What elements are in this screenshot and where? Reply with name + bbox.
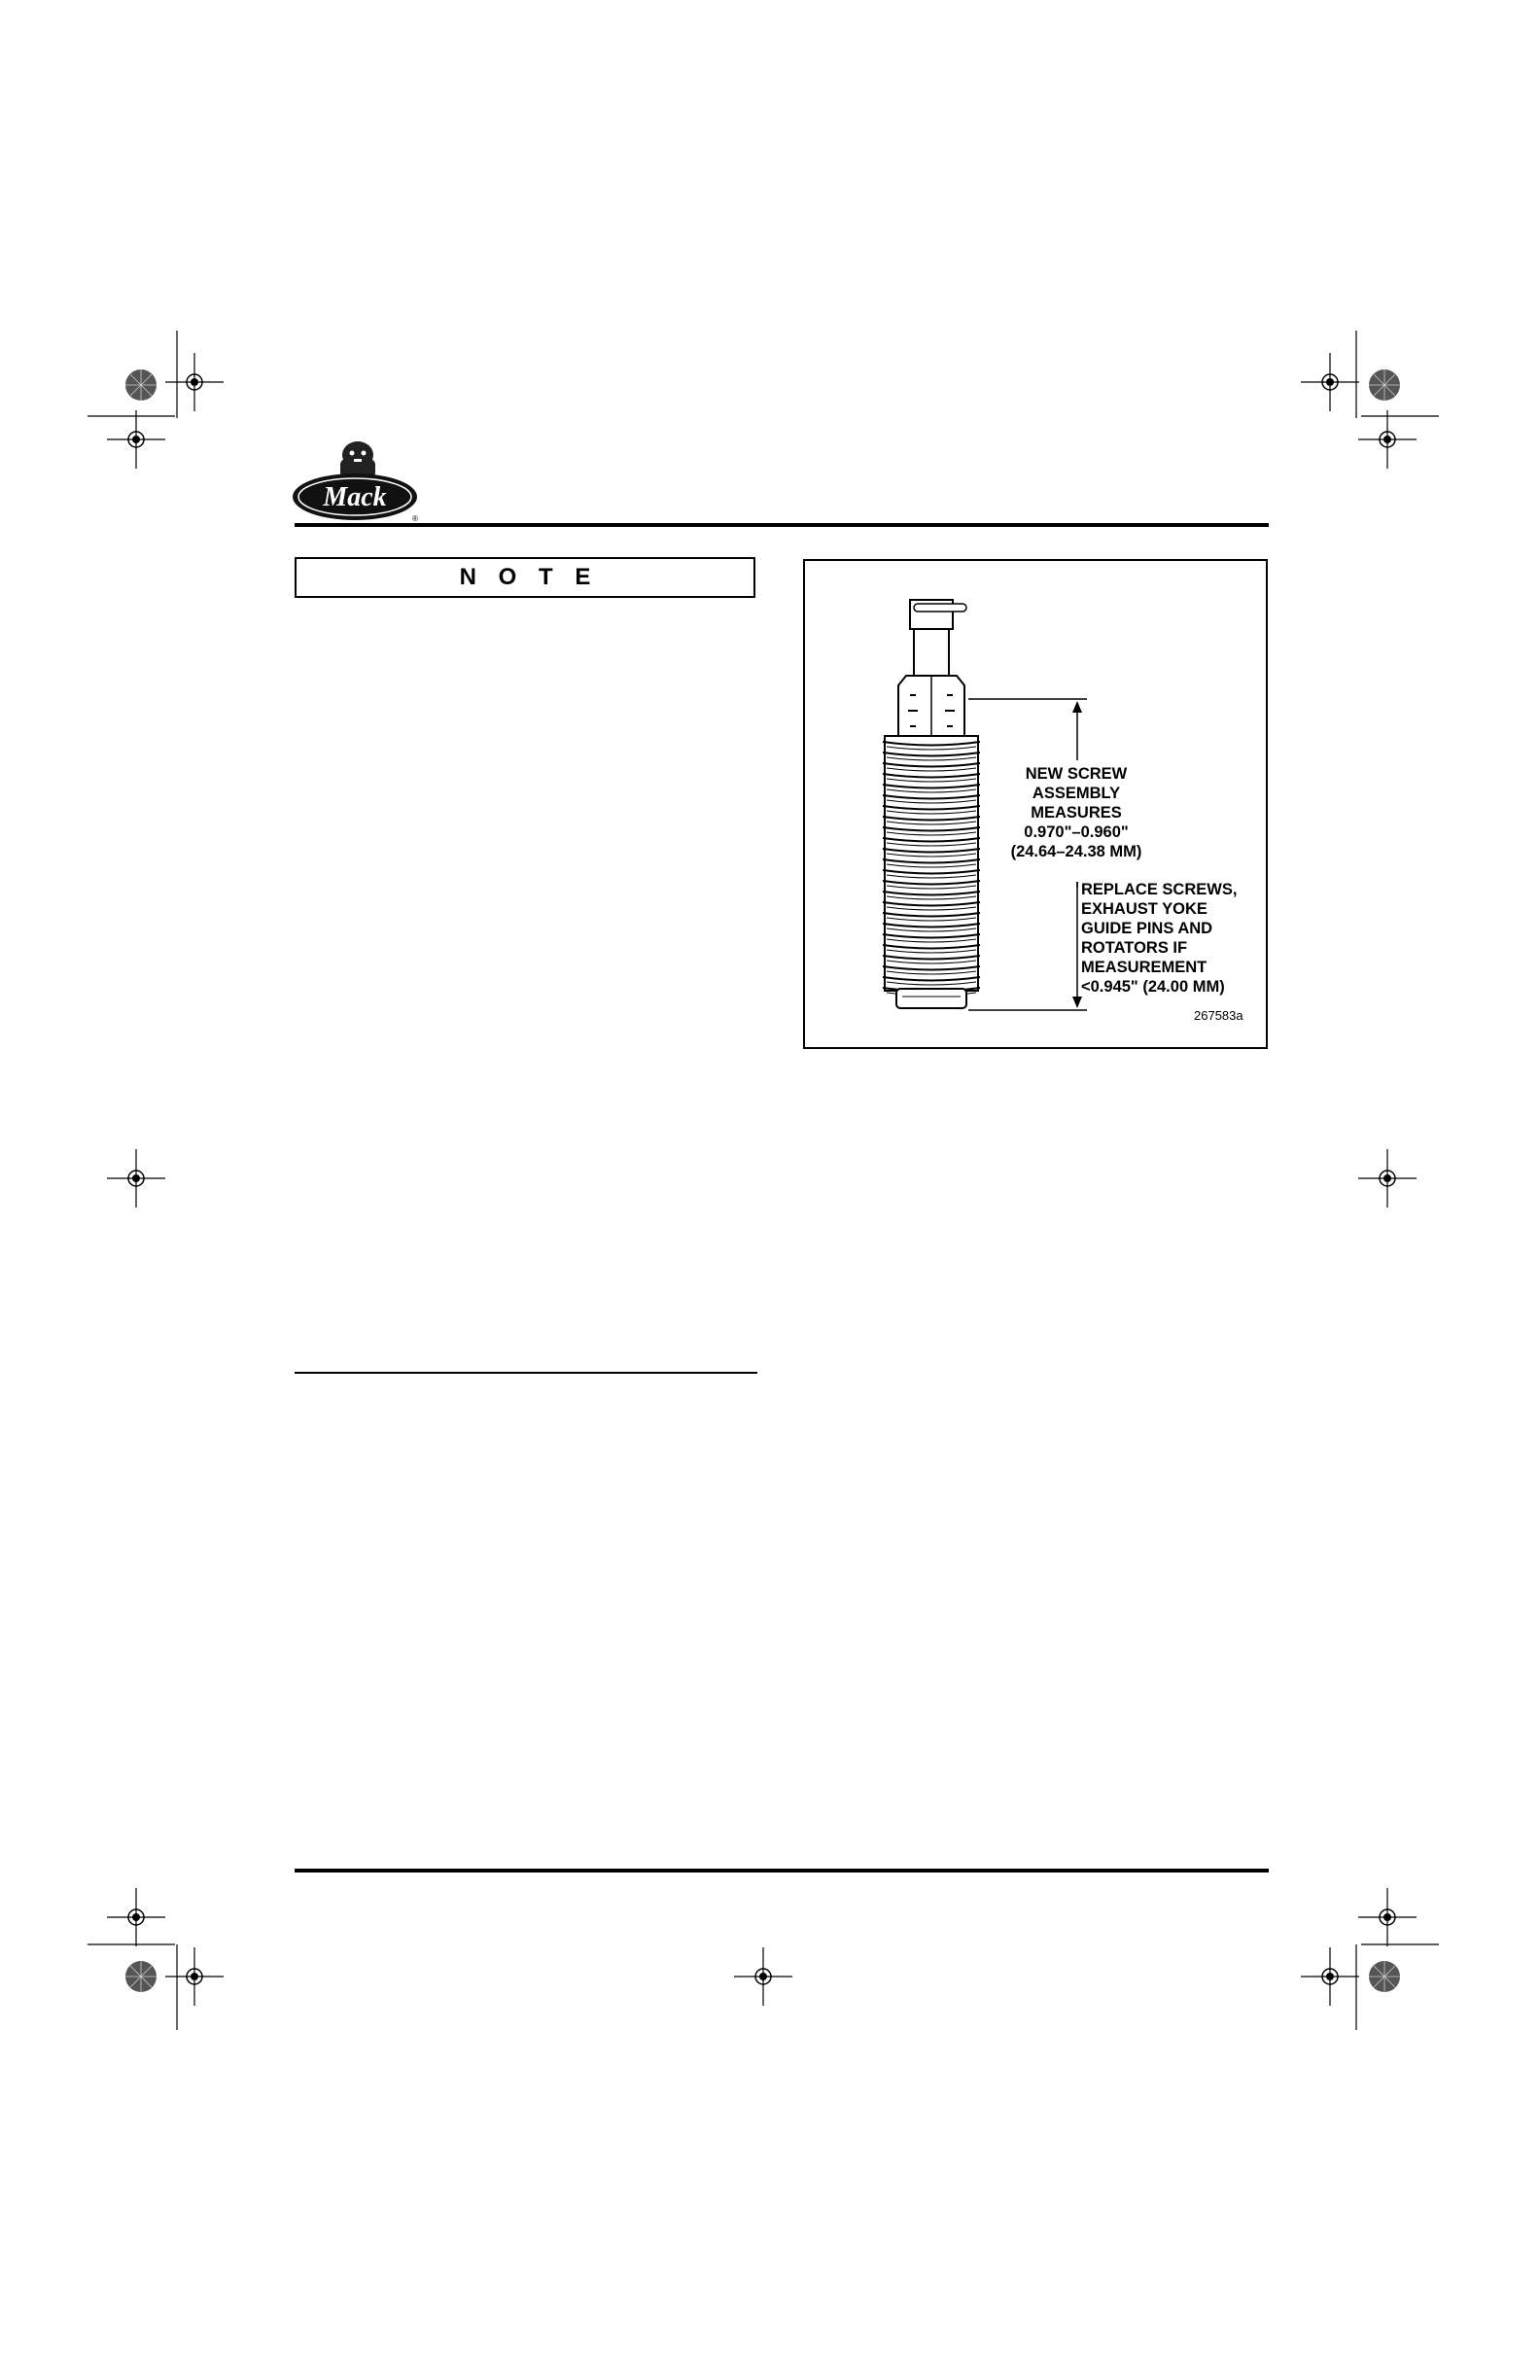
footer-rule (295, 1869, 1269, 1872)
note-heading-box (295, 557, 755, 598)
figure-id: 267583a (1194, 1008, 1243, 1023)
svg-text:®: ® (412, 514, 418, 523)
new-screw-callout: NEW SCREW ASSEMBLY MEASURES 0.970"–0.960" (24.64–24.38 MM) (1010, 765, 1142, 860)
figure-frame (803, 559, 1268, 1049)
note-title: N O T E (459, 564, 599, 590)
replace-screws-callout: REPLACE SCREWS, EXHAUST YOKE GUIDE PINS AND ROTATORS IF MEASUREMENT <0.945" (24.00 MM) (1081, 881, 1238, 996)
svg-text:Mack: Mack (323, 482, 387, 512)
mack-logo (292, 428, 423, 525)
header-rule (295, 523, 1269, 527)
note-end-rule (295, 1372, 757, 1374)
